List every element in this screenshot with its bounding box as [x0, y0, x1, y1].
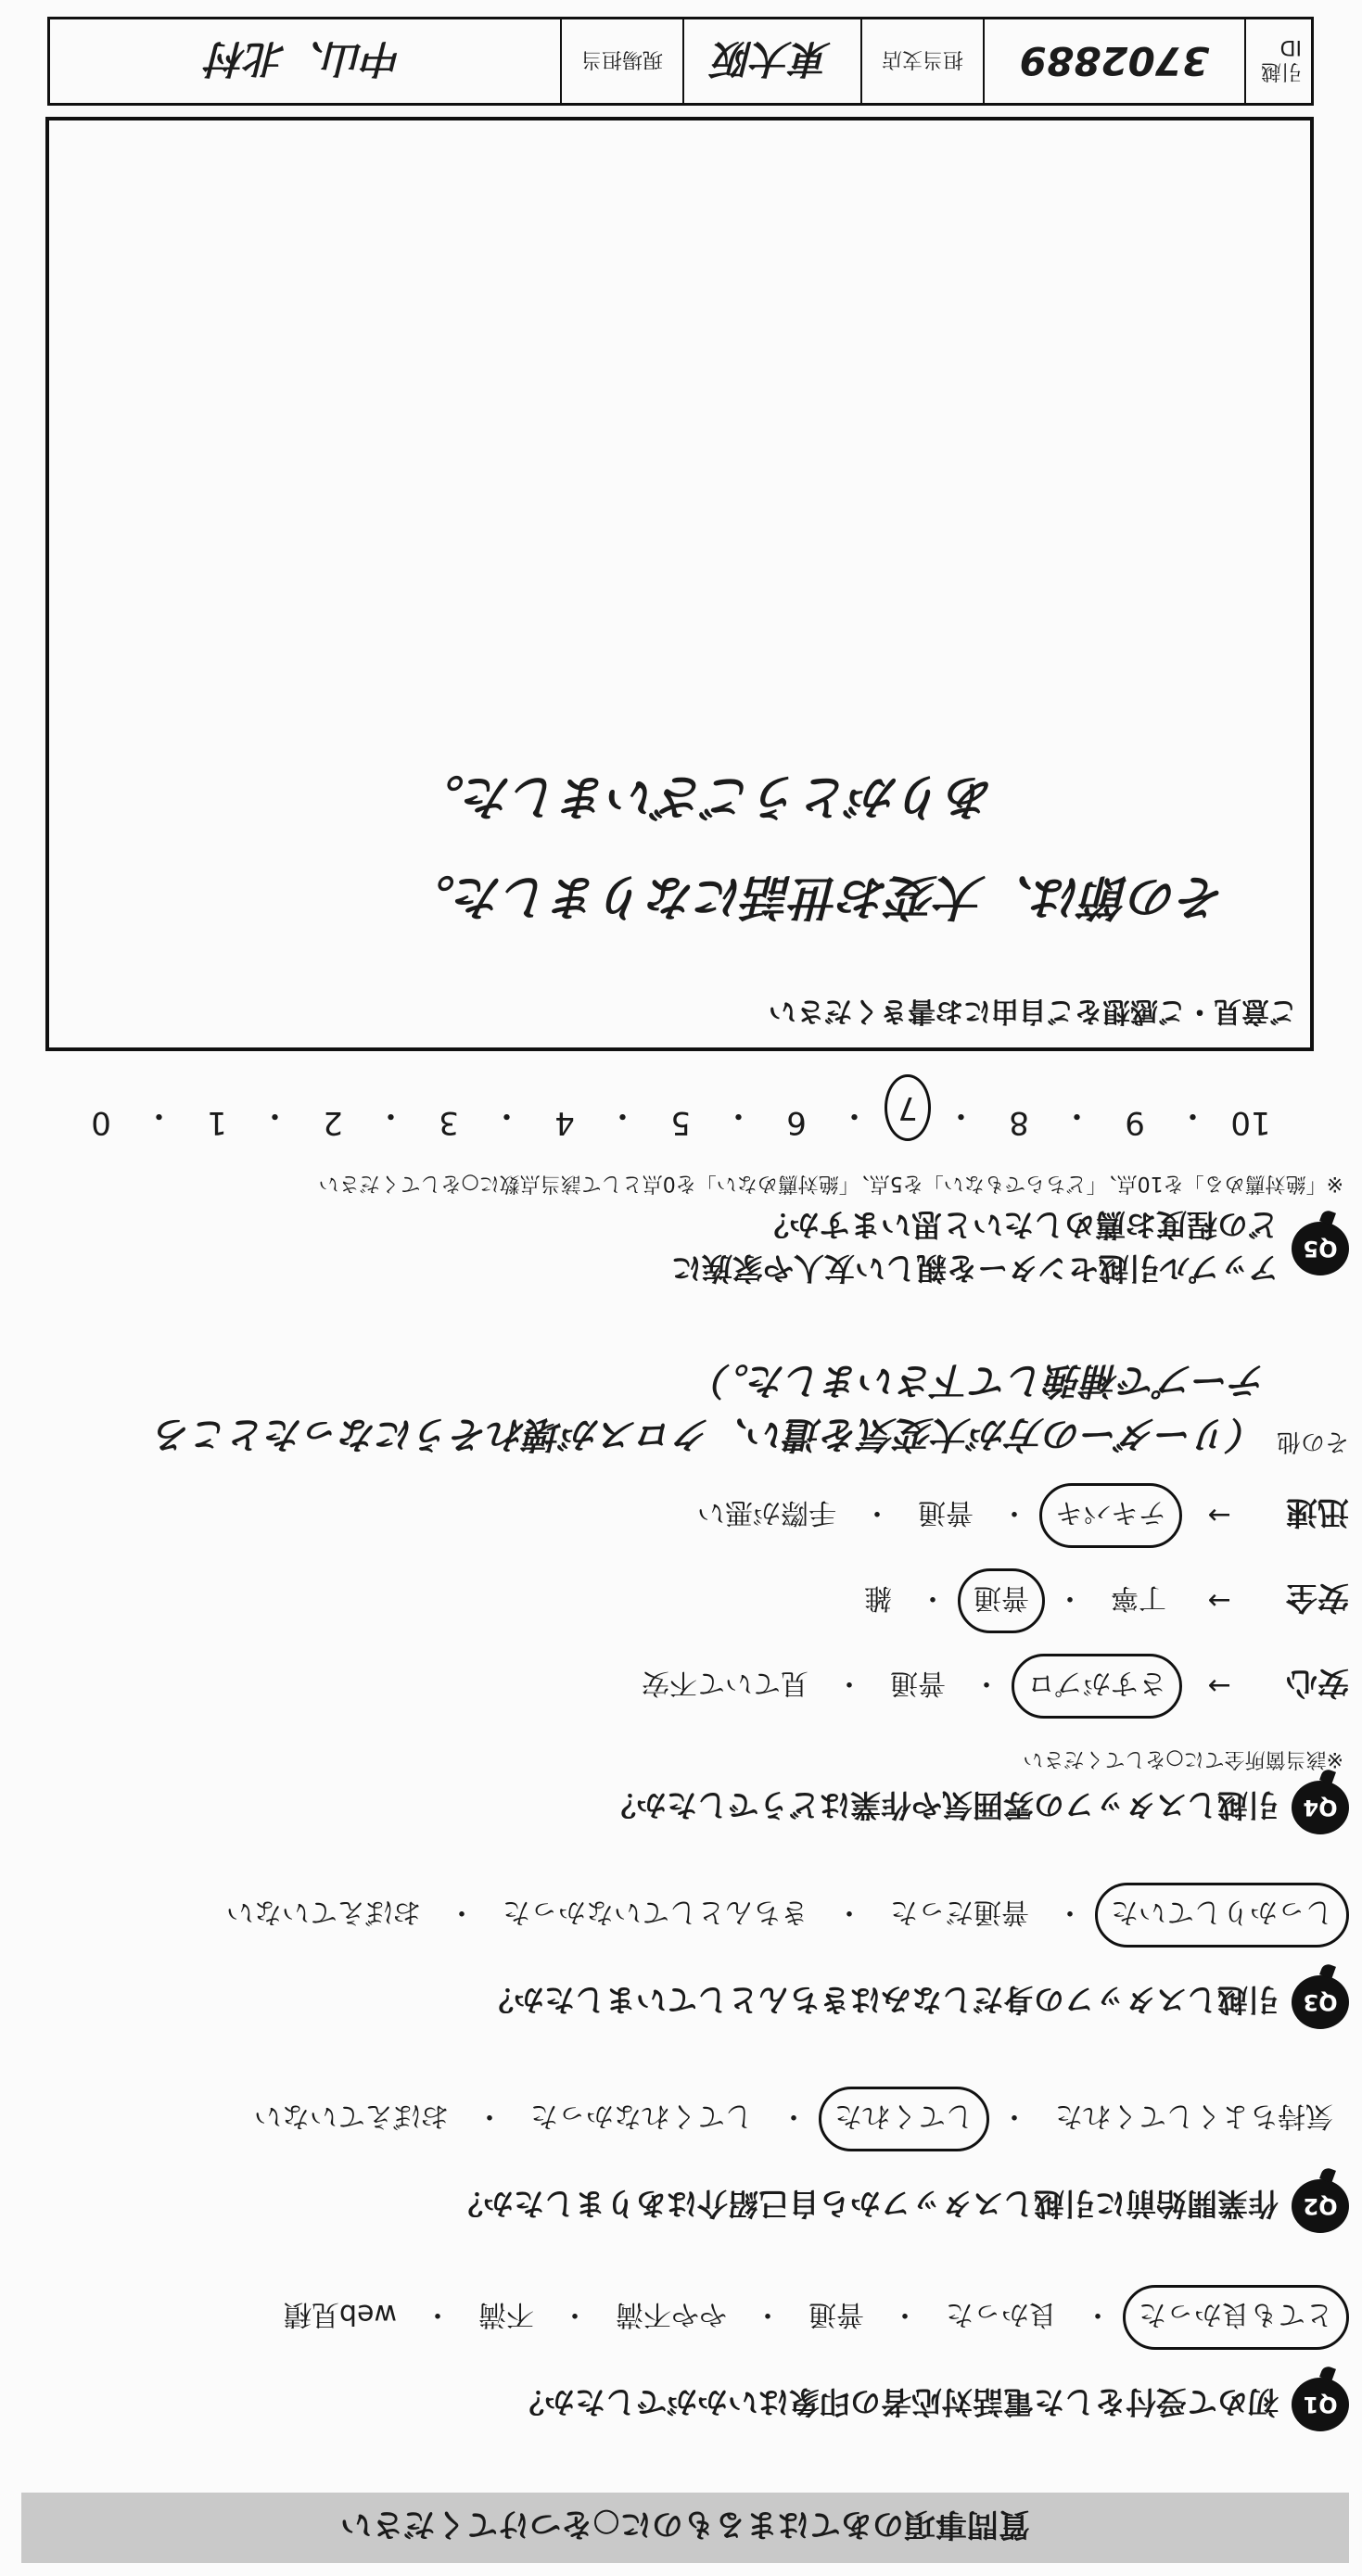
- question-2: [14, 2087, 1349, 2233]
- q1-badge: Q1: [1292, 2378, 1349, 2431]
- q5-badge: Q5: [1292, 1222, 1349, 1275]
- q1-option[interactable]: 不満: [478, 2298, 534, 2330]
- q2-option[interactable]: 気持ちよくしてくれた: [1055, 2100, 1333, 2132]
- q1-option-selected[interactable]: とても良かった: [1123, 2285, 1349, 2350]
- scale-10[interactable]: 10: [1230, 1104, 1271, 1141]
- q4-option[interactable]: 手際が悪い: [697, 1496, 836, 1529]
- instruction-banner: 質問事項のあてはまるものに○をつけてください: [21, 2493, 1349, 2563]
- handwritten-other-line-1: （リーダーの方が大変気を遣い、クロスが壊れそうになったところ: [154, 1413, 1267, 1455]
- question-3: [14, 1883, 1349, 2029]
- scale-8[interactable]: 8: [1009, 1104, 1029, 1141]
- arrow-icon: →: [1207, 1499, 1231, 1532]
- q2-option[interactable]: してくれなかった: [530, 2100, 753, 2132]
- q1-option[interactable]: やや不満: [616, 2298, 727, 2330]
- q3-option[interactable]: きちんとしていなかった: [503, 1896, 808, 1928]
- scale-9[interactable]: 9: [1125, 1104, 1145, 1141]
- q1-option[interactable]: 良かった: [946, 2298, 1057, 2330]
- comments-box[interactable]: [45, 117, 1314, 1051]
- q2-badge: Q2: [1292, 2179, 1349, 2233]
- q4-row-anzen: 安全 → 丁寧 ・ 普通 ・ 雑: [14, 1568, 1349, 1633]
- leader-value: 中山、北村: [208, 36, 403, 82]
- handwritten-comment-line-1: その節は、大変お世話になりました。: [406, 869, 1227, 924]
- handwritten-comment-line-2: ありがとうございました。: [415, 768, 995, 824]
- q1-options: とても良かった ・ 良かった ・ 普通 ・ やや不満 ・ 不満 ・ web見積: [14, 2285, 1349, 2350]
- q4-option[interactable]: 普通: [890, 1667, 946, 1699]
- q2-text: 作業開始前に引越しスタッフから自己紹介はありましたか？: [452, 2186, 1279, 2223]
- question-1: [14, 2285, 1349, 2431]
- branch-label: 担当支店: [860, 19, 983, 103]
- id-label: 引越ID: [1244, 19, 1311, 103]
- scale-0[interactable]: 0: [91, 1104, 111, 1141]
- question-4: [14, 1353, 1349, 1834]
- q3-option-selected[interactable]: しっかりしていた: [1095, 1883, 1349, 1948]
- q4-option-selected[interactable]: さすがプロ: [1012, 1654, 1182, 1719]
- q4-note: ※該当箇所全てに○をしてください: [1023, 1747, 1343, 1770]
- q4-other: [14, 1353, 1349, 1461]
- q4-option[interactable]: 普通: [918, 1496, 974, 1529]
- q1-option[interactable]: 普通: [808, 2298, 864, 2330]
- q1-text: 初めて受付をした電話対応者の印象はいかがでしたか？: [514, 2384, 1279, 2421]
- q3-option[interactable]: 普通だった: [890, 1896, 1029, 1928]
- q5-text-line-1: アップル引越センターを親しい友人や家族に: [670, 1250, 1279, 1287]
- arrow-icon: →: [1207, 1669, 1231, 1703]
- q4-option-selected[interactable]: 普通: [958, 1568, 1045, 1633]
- scale-2[interactable]: 2: [323, 1104, 343, 1141]
- q4-option[interactable]: 雑: [864, 1581, 892, 1614]
- arrow-icon: →: [1207, 1584, 1231, 1618]
- q4-row-jinsoku: 迅速 → テキパキ ・ 普通 ・ 手際が悪い: [14, 1483, 1349, 1548]
- q2-option[interactable]: おぼえていない: [254, 2100, 449, 2132]
- scale-1[interactable]: 1: [207, 1104, 227, 1141]
- id-table: [47, 17, 1314, 106]
- scale-7-selected[interactable]: 7: [885, 1074, 931, 1141]
- handwritten-other-line-2: テープで補強して下さいました。）: [693, 1359, 1267, 1402]
- other-label: その他: [1276, 1428, 1349, 1455]
- leader-label: 現場担当: [560, 19, 682, 103]
- row-label: 迅速: [1286, 1493, 1349, 1531]
- row-label: 安心: [1286, 1664, 1349, 1702]
- scale-6[interactable]: 6: [786, 1104, 807, 1141]
- q4-option-selected[interactable]: テキパキ: [1039, 1483, 1182, 1548]
- id-value: 3702889: [983, 19, 1244, 103]
- q4-row-anshin: 安心 → さすがプロ ・ 普通 ・ 見ていて不安: [14, 1654, 1349, 1719]
- nps-scale: 10 ・ 9 ・ 8 ・ 7 ・ 6 ・ 5 ・ 4 ・ 3 ・ 2 ・ 1 ・ 0: [73, 1074, 1279, 1141]
- q1-option[interactable]: web見積: [283, 2298, 397, 2330]
- q3-options: しっかりしていた ・ 普通だった ・ きちんとしていなかった ・ おぼえていない: [14, 1883, 1349, 1948]
- q3-option[interactable]: おぼえていない: [226, 1896, 421, 1928]
- q4-text: 引越しスタッフの雰囲気や作業はどうでしたか？: [605, 1787, 1279, 1824]
- question-5: [14, 1171, 1349, 1292]
- q4-rows: [14, 1483, 1349, 1719]
- q2-options: 気持ちよくしてくれた ・ してくれた ・ してくれなかった ・ おぼえていない: [14, 2087, 1349, 2151]
- scale-3[interactable]: 3: [439, 1104, 459, 1141]
- q4-option[interactable]: 丁寧: [1111, 1581, 1166, 1614]
- q5-text-line-2: どの程度お薦めしたいと思いますか？: [758, 1207, 1279, 1243]
- q5-note: ※「絶対薦める」を10点、「どちらでもない」を5点、「絶対薦めない」を0点として該当点数に○をしてください: [318, 1172, 1343, 1195]
- comments-label: ご意見・ご感想をご自由にお書きください: [769, 995, 1297, 1027]
- q4-badge: Q4: [1292, 1781, 1349, 1834]
- q4-option[interactable]: 見ていて不安: [642, 1667, 808, 1699]
- q3-text: 引越しスタッフの身だしなみはきちんとしていましたか？: [483, 1982, 1279, 2019]
- scale-5[interactable]: 5: [670, 1104, 691, 1141]
- branch-value: 東大阪: [682, 19, 860, 103]
- scale-4[interactable]: 4: [554, 1104, 575, 1141]
- q2-option-selected[interactable]: してくれた: [819, 2087, 989, 2151]
- row-label: 安全: [1286, 1579, 1349, 1617]
- q3-badge: Q3: [1292, 1975, 1349, 2029]
